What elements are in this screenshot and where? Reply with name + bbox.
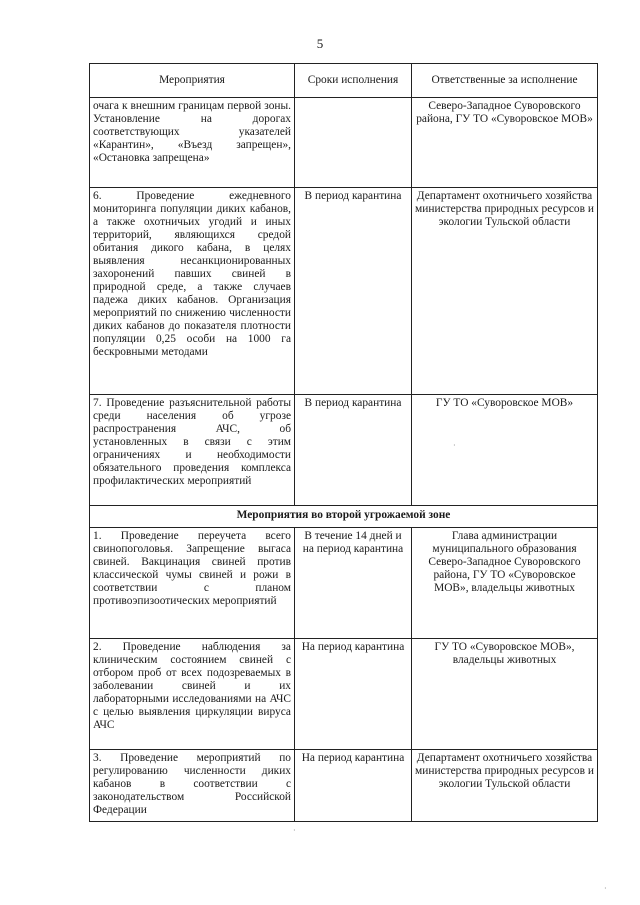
deadline-cell	[295, 98, 412, 188]
header-responsible: Ответственные за исполнение	[412, 64, 598, 98]
deadline-cell: В период карантина	[295, 188, 412, 395]
event-cell: 2. Проведение наблюдения за клиническим состоянием свиней с отбором проб от всех подозреваемых в заболевании свиней и их лабораторными исследованиями на АЧС с целью выявления циркуляции вируса АЧС	[90, 639, 295, 750]
table-header-row	[90, 64, 598, 98]
responsible-cell: ГУ ТО «Суворовское МОВ», владельцы животных	[412, 639, 598, 750]
section-title: Мероприятия во второй угрожаемой зоне	[90, 506, 598, 528]
table-row	[90, 98, 598, 188]
scan-speck: ·	[604, 884, 607, 893]
responsible-cell: Глава администрации муниципального образования Северо-Западное Суворовского района, ГУ ТО «Суворовское МОВ», владельцы животных	[412, 528, 598, 639]
scan-speck: ·	[453, 441, 456, 450]
event-cell: 7. Проведение разъяснительной работы среди населения об угрозе распространения АЧС, об установленных в связи с этим ограничениях и необходимости обязательного проведения комплекса профилактических мероприятий	[90, 395, 295, 506]
table-row	[90, 188, 598, 395]
event-cell: 3. Проведение мероприятий по регулированию численности диких кабанов в соответствии с законодательством Российской Федерации	[90, 750, 295, 822]
event-cell: очага к внешним границам первой зоны. Установление на дорогах соответствующих указателей «Карантин», «Въезд запрещен», «Остановка запрещена»	[90, 98, 295, 188]
deadline-cell: В течение 14 дней и на период карантина	[295, 528, 412, 639]
responsible-cell: Северо-Западное Суворовского района, ГУ ТО «Суворовское МОВ»	[412, 98, 598, 188]
section-row	[90, 506, 598, 528]
table-row	[90, 639, 598, 750]
responsible-cell: Департамент охотничьего хозяйства министерства природных ресурсов и экологии Тульской области	[412, 750, 598, 822]
page-number: 5	[316, 36, 324, 51]
deadline-cell: В период карантина	[295, 395, 412, 506]
header-deadlines: Сроки исполнения	[295, 64, 412, 98]
header-events: Мероприятия	[90, 64, 295, 98]
responsible-cell: ГУ ТО «Суворовское МОВ»	[412, 395, 598, 506]
measures-table	[89, 63, 598, 822]
deadline-cell: На период карантина	[295, 750, 412, 822]
table-row	[90, 750, 598, 822]
table-row	[90, 395, 598, 506]
responsible-cell: Департамент охотничьего хозяйства министерства природных ресурсов и экологии Тульской области	[412, 188, 598, 395]
table-row	[90, 528, 598, 639]
deadline-cell: На период карантина	[295, 639, 412, 750]
event-cell: 6. Проведение ежедневного мониторинга популяции диких кабанов, а также охотничьих угодий и иных территорий, являющихся средой обитания дикого кабана, в целях выявления несанкционированных захоронений павших свиней в природной среде, а также случаев падежа диких кабанов. Организация мероприятий по снижению численности диких кабанов до показателя плотности популяции 0,25 особи на 1000 га бескровными методами	[90, 188, 295, 395]
scan-speck: ·	[293, 826, 296, 835]
event-cell: 1. Проведение переучета всего свинопоголовья. Запрещение выгаса свиней. Вакцинация свиней против классической чумы свиней и рожи в соответствии с планом противоэпизоотических мероприятий	[90, 528, 295, 639]
